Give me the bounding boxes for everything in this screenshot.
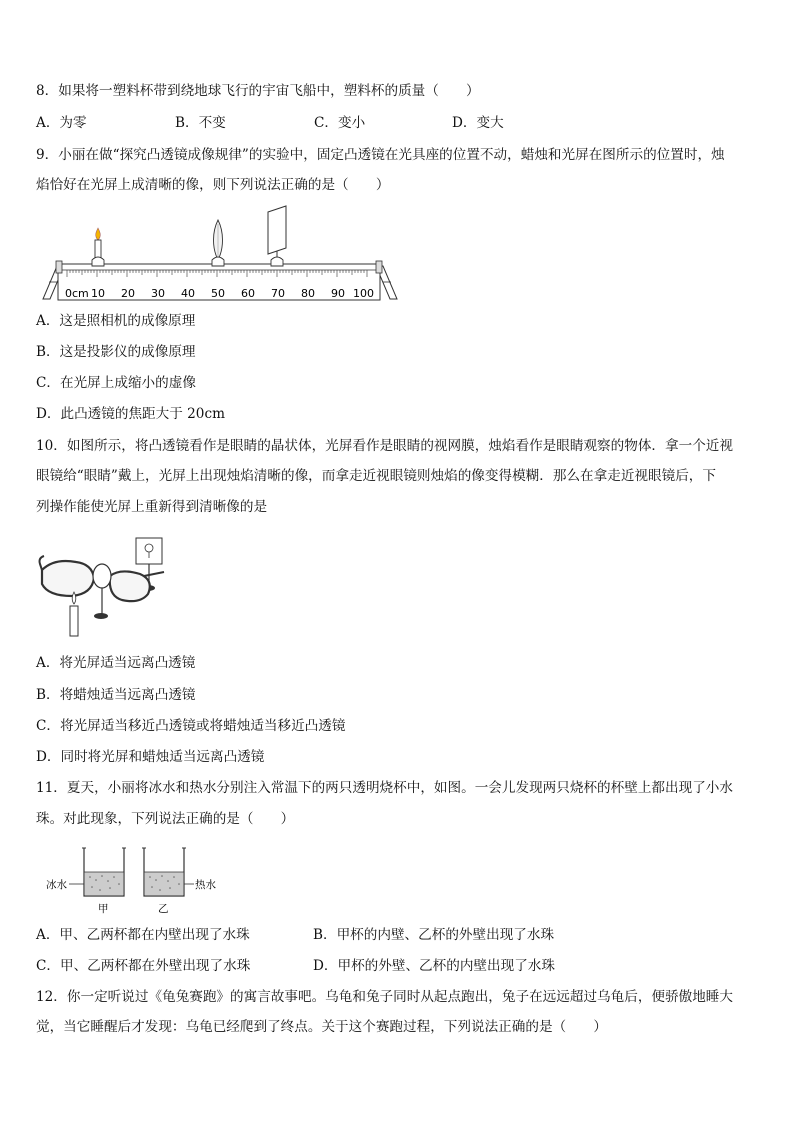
- q8-option-c: C．变小: [314, 115, 366, 131]
- q10-stem-line1: 10．如图所示，将凸透镜看作是眼睛的晶状体，光屏看作是眼睛的视网膜，烛焰看作是眼睛观察的物体．拿一个近视: [36, 438, 733, 454]
- ruler-label-70: 70: [271, 287, 285, 300]
- q8-option-b: B．不变: [175, 115, 226, 131]
- q12-stem-line2: 觉，当它睡醒后才发现：乌龟已经爬到了终点。关于这个赛跑过程，下列说法正确的是（ ）: [36, 1019, 607, 1035]
- q9-option-a: A．这是照相机的成像原理: [36, 313, 196, 329]
- ruler-label-40: 40: [181, 287, 195, 300]
- ruler-label-0: 0cm: [65, 287, 89, 300]
- ruler-label-10: 10: [91, 287, 105, 300]
- q8-option-d: D．变大: [452, 115, 504, 131]
- ruler-label-100: 100: [353, 287, 374, 300]
- q10-stem-line2: 眼镜给“眼睛”戴上，光屏上出现烛焰清晰的像，而拿走近视眼镜则烛焰的像变得模糊．那么在拿走近视眼镜后，下: [36, 468, 716, 484]
- ruler-label-50: 50: [211, 287, 225, 300]
- ruler-label-90: 90: [331, 287, 345, 300]
- label-jia: 甲: [98, 903, 109, 915]
- q9-option-d: D．此凸透镜的焦距大于 20cm: [36, 406, 225, 422]
- ruler-label-80: 80: [301, 287, 315, 300]
- q8-stem: 8．如果将一塑料杯带到绕地球飞行的宇宙飞船中，塑料杯的质量（ ）: [36, 83, 480, 99]
- q11-option-d: D．甲杯的外壁、乙杯的内壁出现了水珠: [313, 958, 555, 974]
- beakers-figure: [44, 842, 224, 918]
- label-ice-water: 冰水: [46, 879, 67, 891]
- q11-option-a: A．甲、乙两杯都在内壁出现了水珠: [36, 927, 250, 943]
- eyeglasses-figure: [36, 534, 176, 642]
- q8-option-a: A．为零: [36, 115, 87, 131]
- beaker-yi: [142, 848, 194, 896]
- light-screen: [268, 206, 286, 266]
- beaker-jia: [69, 848, 126, 896]
- candle: [70, 592, 78, 636]
- q11-option-c: C．甲、乙两杯都在外壁出现了水珠: [36, 958, 251, 974]
- candle: [92, 228, 104, 266]
- q10-option-c: C．将光屏适当移近凸透镜或将蜡烛适当移近凸透镜: [36, 718, 346, 734]
- ruler-label-60: 60: [241, 287, 255, 300]
- ruler-label-20: 20: [121, 287, 135, 300]
- optical-bench-figure: [40, 204, 400, 304]
- q10-option-b: B．将蜡烛适当远离凸透镜: [36, 687, 196, 703]
- q9-option-c: C．在光屏上成缩小的虚像: [36, 375, 196, 391]
- q10-option-d: D．同时将光屏和蜡烛适当远离凸透镜: [36, 749, 265, 765]
- ruler-label-30: 30: [151, 287, 165, 300]
- q10-option-a: A．将光屏适当远离凸透镜: [36, 655, 196, 671]
- q11-stem-line1: 11．夏天，小丽将冰水和热水分别注入常温下的两只透明烧杯中，如图。一会儿发现两只烧杯的杯壁上都出现了小水: [36, 780, 733, 796]
- label-hot-water: 热水: [195, 879, 216, 891]
- q9-stem-line2: 焰恰好在光屏上成清晰的像，则下列说法正确的是（ ）: [36, 177, 390, 193]
- q10-stem-line3: 列操作能使光屏上重新得到清晰像的是: [36, 499, 268, 515]
- q12-stem-line1: 12．你一定听说过《龟兔赛跑》的寓言故事吧。乌龟和兔子同时从起点跑出，兔子在远远超过乌龟后，便骄傲地睡大: [36, 989, 733, 1005]
- convex-lens: [93, 564, 111, 619]
- convex-lens: [212, 220, 224, 266]
- q9-stem-line1: 9．小丽在做“探究凸透镜成像规律”的实验中，固定凸透镜在光具座的位置不动，蜡烛和光屏在图所示的位置时，烛: [36, 147, 725, 163]
- q11-stem-line2: 珠。对此现象，下列说法正确的是（ ）: [36, 811, 295, 827]
- label-yi: 乙: [158, 903, 169, 915]
- q11-option-b: B．甲杯的内壁、乙杯的外壁出现了水珠: [313, 927, 555, 943]
- q9-option-b: B．这是投影仪的成像原理: [36, 344, 196, 360]
